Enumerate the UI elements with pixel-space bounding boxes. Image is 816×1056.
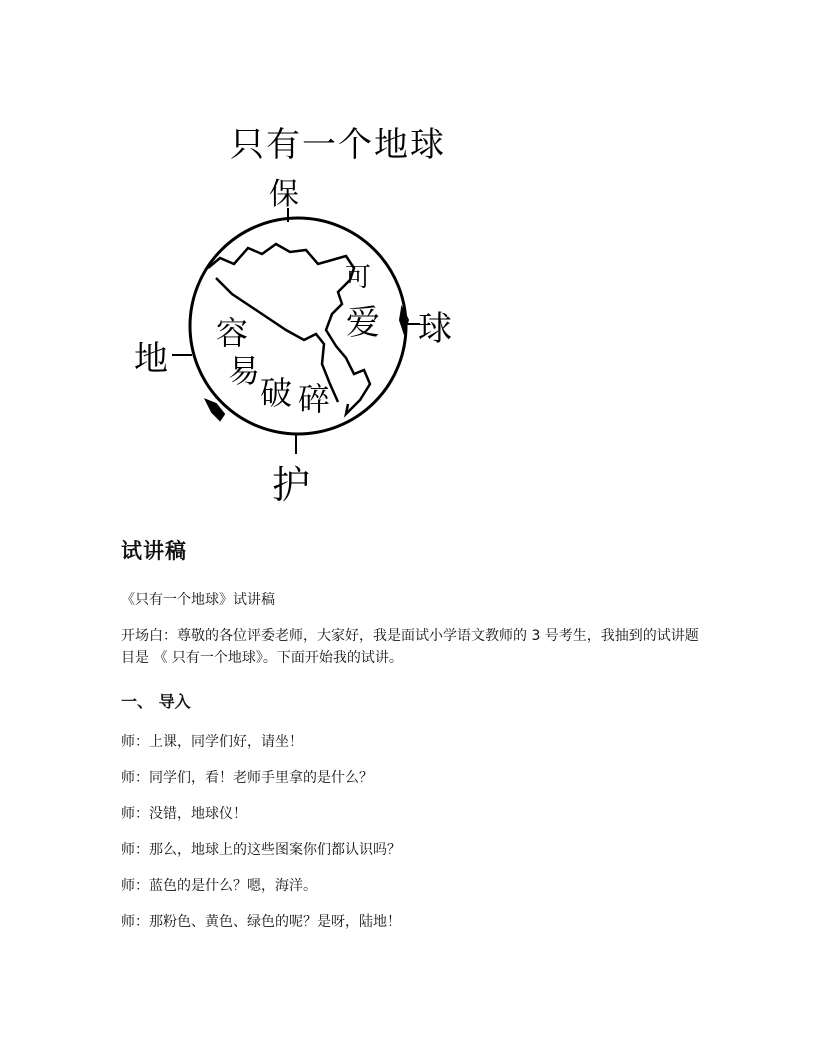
board-planet-left: 地 xyxy=(134,339,168,379)
section-heading-intro: 一、 导入 xyxy=(121,692,191,711)
board-adj-rong: 容 xyxy=(216,314,249,352)
board-adj-sui: 碎 xyxy=(298,380,331,418)
blackboard-design-figure xyxy=(120,108,480,518)
document-subtitle: 《只有一个地球》试讲稿 xyxy=(121,592,275,608)
dialogue-line: 师：那么，地球上的这些图案你们都认识吗？ xyxy=(121,842,401,858)
board-protect-bottom: 护 xyxy=(272,463,311,507)
board-adj-po: 破 xyxy=(260,374,293,412)
globe-continent-coast xyxy=(326,280,370,414)
dialogue-line: 师：那粉色、黄色、绿色的呢？是呀，陆地！ xyxy=(121,914,401,930)
dialogue-line: 师：同学们，看！老师手里拿的是什么？ xyxy=(121,770,373,786)
dialogue-line: 师：蓝色的是什么？嗯，海洋。 xyxy=(121,878,317,894)
board-adj-ai: 爱 xyxy=(346,303,380,343)
board-protect-top: 保 xyxy=(269,177,299,212)
board-planet-right: 球 xyxy=(418,309,452,349)
board-topic: 只有一个地球 xyxy=(230,125,446,165)
document-title: 试讲稿 xyxy=(121,539,187,563)
board-adj-ke: 可 xyxy=(345,263,372,293)
globe-continent-upper xyxy=(208,244,354,280)
dialogue-line: 师：没错，地球仪！ xyxy=(121,806,247,822)
dialogue-line: 师：上课，同学们好，请坐！ xyxy=(121,734,303,750)
opening-remarks: 开场白：尊敬的各位评委老师，大家好，我是面试小学语文教师的 3 号考生，我抽到的试讲题目是 《 只有一个地球》。下面开始我的试讲。 xyxy=(121,628,699,666)
board-adj-yi: 易 xyxy=(228,352,261,390)
